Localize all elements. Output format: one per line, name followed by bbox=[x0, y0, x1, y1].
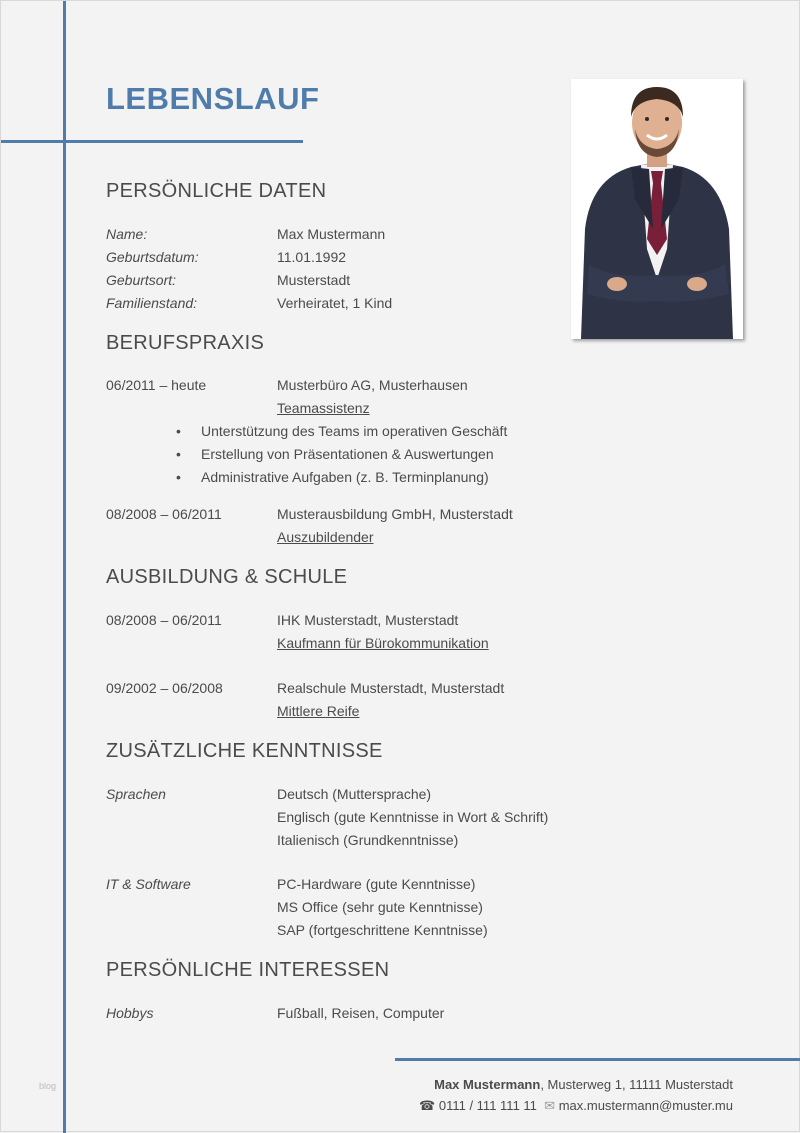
work-role: Auszubildender bbox=[277, 529, 374, 545]
work-period: 06/2011 – heute bbox=[106, 377, 207, 393]
profile-photo bbox=[571, 79, 743, 339]
bullet-icon: • bbox=[176, 423, 181, 439]
phone-icon: ☎ bbox=[419, 1098, 436, 1113]
interests-value: Fußball, Reisen, Computer bbox=[277, 1005, 445, 1021]
footer-address bbox=[434, 1077, 733, 1092]
bullet-icon: • bbox=[176, 446, 181, 462]
footer-phone: 0111 / 111 111 11 bbox=[438, 1098, 537, 1113]
page-title: LEBENSLAUF bbox=[106, 81, 320, 116]
footer-address-text: , Musterweg 1, 11111 Musterstadt bbox=[540, 1077, 733, 1092]
skills-group-label: Sprachen bbox=[106, 786, 166, 802]
row-value: 11.01.1992 bbox=[277, 249, 347, 265]
person-portrait-icon bbox=[571, 79, 743, 339]
education-period: 08/2008 – 06/2011 bbox=[106, 612, 222, 628]
bullet-icon: • bbox=[176, 469, 181, 485]
row-label: Geburtsort: bbox=[106, 272, 177, 288]
skills-group-label: IT & Software bbox=[106, 876, 191, 892]
section-heading-interests: PERSÖNLICHE INTERESSEN bbox=[106, 959, 390, 981]
footer-contact bbox=[419, 1098, 733, 1114]
row-value: Musterstadt bbox=[277, 272, 351, 288]
row-value: Max Mustermann bbox=[277, 226, 386, 242]
vertical-accent-line bbox=[63, 1, 66, 1133]
education-institution: Realschule Musterstadt, Musterstadt bbox=[277, 680, 505, 696]
skill-item: Deutsch (Muttersprache) bbox=[277, 786, 432, 802]
skill-item: SAP (fortgeschrittene Kenntnisse) bbox=[277, 922, 488, 938]
skill-item: MS Office (sehr gute Kenntnisse) bbox=[277, 899, 483, 915]
section-heading-work: BERUFSPRAXIS bbox=[106, 332, 265, 354]
interests-label: Hobbys bbox=[106, 1005, 154, 1021]
bullet-text: Erstellung von Präsentationen & Auswertungen bbox=[201, 446, 494, 462]
watermark-text: blog bbox=[39, 1081, 57, 1091]
mail-icon: ✉ bbox=[544, 1098, 556, 1113]
footer-name: Max Mustermann bbox=[434, 1077, 541, 1092]
work-role: Teamassistenz bbox=[277, 400, 370, 416]
section-heading-skills: ZUSÄTZLICHE KENNTNISSE bbox=[106, 740, 383, 762]
footer-accent-line bbox=[395, 1058, 800, 1061]
bullet-text: Unterstützung des Teams im operativen Geschäft bbox=[201, 423, 508, 439]
bullet-text: Administrative Aufgaben (z. B. Terminplanung) bbox=[201, 469, 489, 485]
section-heading-education: AUSBILDUNG & SCHULE bbox=[106, 566, 348, 588]
work-period: 08/2008 – 06/2011 bbox=[106, 506, 222, 522]
work-employer: Musterbüro AG, Musterhausen bbox=[277, 377, 468, 393]
row-value: Verheiratet, 1 Kind bbox=[277, 295, 393, 311]
education-period: 09/2002 – 06/2008 bbox=[106, 680, 223, 696]
footer-email[interactable]: max.mustermann@muster.mu bbox=[558, 1098, 733, 1113]
row-label: Familienstand: bbox=[106, 295, 198, 311]
row-label: Name: bbox=[106, 226, 148, 242]
row-label: Geburtsdatum: bbox=[106, 249, 199, 265]
skill-item: Englisch (gute Kenntnisse in Wort & Schrift) bbox=[277, 809, 549, 825]
skill-item: PC-Hardware (gute Kenntnisse) bbox=[277, 876, 476, 892]
work-employer: Musterausbildung GmbH, Musterstadt bbox=[277, 506, 513, 522]
title-underline bbox=[1, 140, 303, 143]
education-institution: IHK Musterstadt, Musterstadt bbox=[277, 612, 459, 628]
education-degree: Mittlere Reife bbox=[277, 703, 360, 719]
skill-item: Italienisch (Grundkenntnisse) bbox=[277, 832, 459, 848]
education-degree: Kaufmann für Bürokommunikation bbox=[277, 635, 489, 651]
section-heading-personal: PERSÖNLICHE DATEN bbox=[106, 180, 327, 202]
